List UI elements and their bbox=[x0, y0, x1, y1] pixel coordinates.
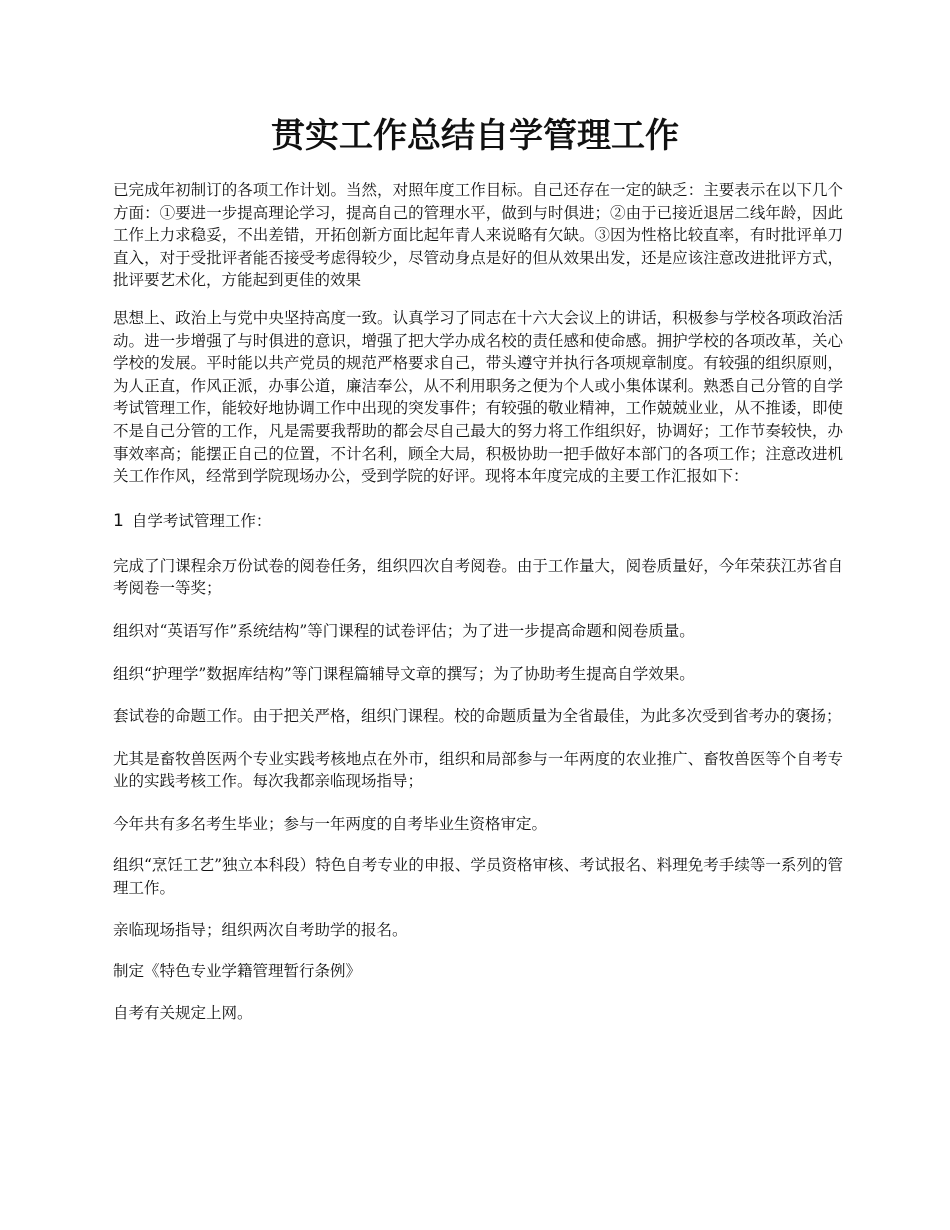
intro-paragraph: 思想上、政治上与党中央坚持高度一致。认真学习了同志在十六大会议上的讲话，积极参与学校各项政治活动。进一步增强了与时俱进的意识，增强了把大学办成名校的责任感和使命感。拥护学校的各项改革，关心学校的发展。平时能以共产党员的规范严格要求自己，带头遵守并执行各项规章制度。有较强的组织原则，为人正直，作风正派，办事公道，廉洁奉公，从不利用职务之便为个人或小集体谋利。熟悉自己分管的自学考试管理工作，能较好地协调工作中出现的突发事件；有较强的敬业精神，工作兢兢业业，从不推诿，即使不是自己分管的工作，凡是需要我帮助的都会尽自己最大的努力将工作组织好，协调好；工作节奏较快，办事效率高；能摆正自己的位置，不计名利，顾全大局，积极协助一把手做好本部门的各项工作；注意改进机关工作作风，经常到学院现场办公，受到学院的好评。现将本年度完成的主要工作汇报如下： bbox=[113, 308, 843, 486]
document-title: 贯实工作总结自学管理工作 bbox=[271, 116, 679, 156]
intro-paragraph: 已完成年初制订的各项工作计划。当然，对照年度工作目标。自己还存在一定的缺乏：主要表示在以下几个方面：①要进一步提高理论学习，提高自己的管理水平，做到与时俱进；②由于已接近退居二线年龄，因此工作上力求稳妥，不出差错，开拓创新方面比起年青人来说略有欠缺。③因为性格比较直率，有时批评单刀直入，对于受批评者能否接受考虑得较少，尽管动身点是好的但从效果出发，还是应该注意改进批评方式，批评要艺术化，方能起到更佳的效果 bbox=[113, 181, 843, 290]
work-item: 组织对“英语写作”系统结构”等门课程的试卷评估；为了进一步提高命题和阅卷质量。 bbox=[113, 621, 695, 640]
work-item: 尤其是畜牧兽医两个专业实践考核地点在外市，组织和局部参与一年两度的农业推广、畜牧兽医等个自考专业的实践考核工作。每次我都亲临现场指导； bbox=[113, 749, 843, 791]
document-body bbox=[113, 179, 843, 1039]
work-item: 组织“护理学”数据库结构”等门课程篇辅导文章的撰写；为了协助考生提高自学效果。 bbox=[113, 664, 695, 683]
work-item: 制定《特色专业学籍管理暂行条例》 bbox=[113, 962, 362, 981]
work-item: 套试卷的命题工作。由于把关严格，组织门课程。校的命题质量为全省最佳，为此多次受到省考办的褒扬； bbox=[113, 707, 842, 726]
work-item: 今年共有多名考生毕业；参与一年两度的自考毕业生资格审定。 bbox=[113, 814, 548, 833]
work-item: 完成了门课程余万份试卷的阅卷任务，组织四次自考阅卷。由于工作量大，阅卷质量好，今年荣获江苏省自考阅卷一等奖； bbox=[113, 556, 843, 598]
work-item: 组织“烹饪工艺”独立本科段）特色自考专业的申报、学员资格审核、考试报名、料理免考手续等一系列的管理工作。 bbox=[113, 856, 843, 898]
section-heading-text: 自学考试管理工作： bbox=[131, 511, 272, 530]
work-item: 亲临现场指导；组织两次自考助学的报名。 bbox=[113, 920, 408, 939]
section-number: 1 bbox=[113, 510, 124, 531]
section-heading bbox=[113, 509, 843, 533]
work-item: 自考有关规定上网。 bbox=[113, 1003, 253, 1022]
